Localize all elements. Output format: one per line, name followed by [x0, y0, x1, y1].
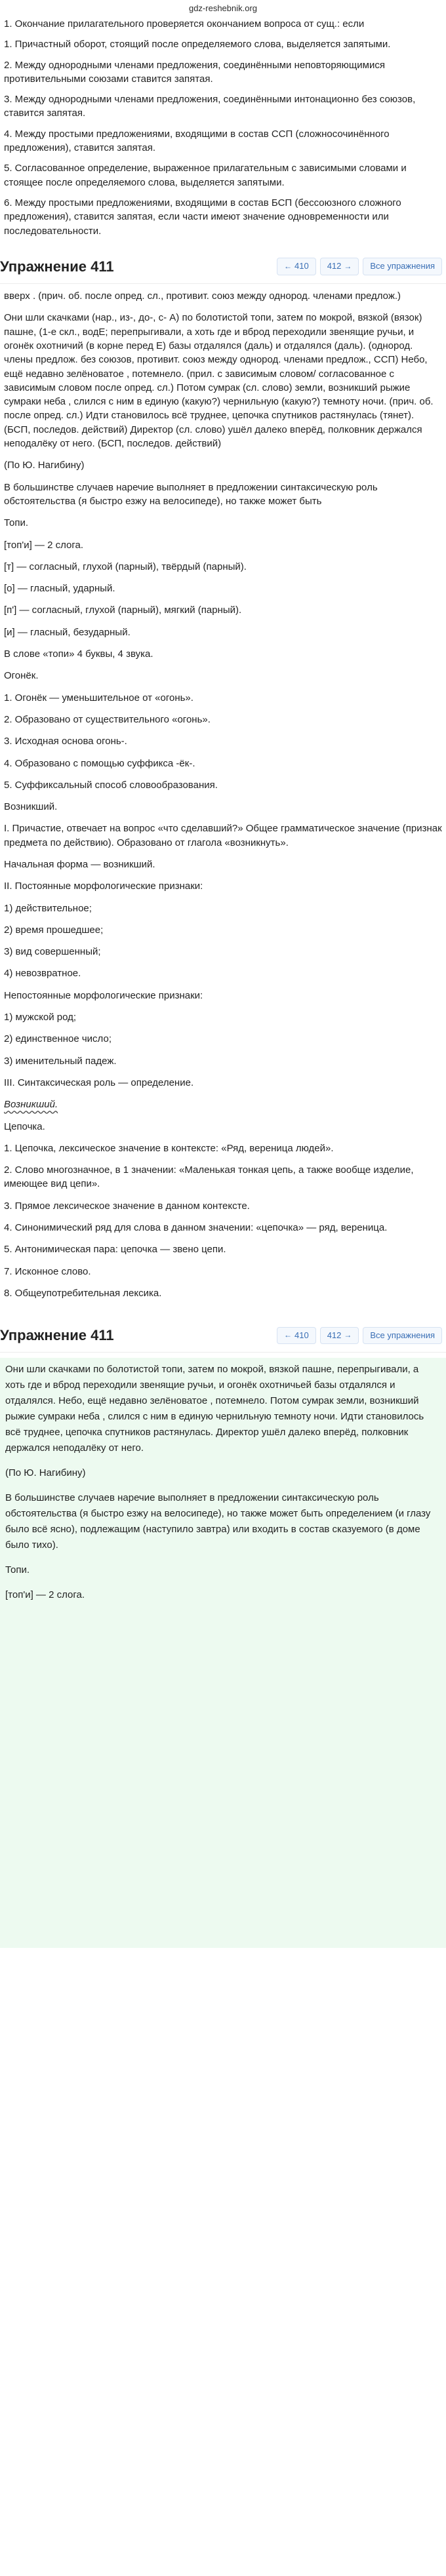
body-c5: 5. Антонимическая пара: цепочка — звено цепи. — [4, 1244, 226, 1256]
body-c2: 2. Слово многозначное, в 1 значении: «Маленькая тонкая цепь, а также вообще изделие, имеющее вид цепи». — [4, 1164, 414, 1190]
body-og3: 3. Исходная основа огонь-. — [4, 736, 127, 747]
body-og1: 1. Огонёк — уменьшительное от «огонь». — [4, 692, 193, 703]
body-v4: 1) действительное; — [4, 902, 92, 914]
exercise-title-2: Упражнение 411 — [0, 1327, 114, 1344]
answer-block — [0, 1358, 446, 1948]
body-ph4: [и] — гласный, безударный. — [4, 626, 131, 638]
rule-6: 6. Между простыми предложениями, входящими в состав БСП (бессоюзного сложного предложения), ставится запятая, если части имеют значение одновременности или последовательности. — [4, 197, 401, 237]
rule-0: 1. Окончание прилагательного проверяется окончанием вопроса от сущ.: если — [4, 18, 365, 30]
rule-4: 4. Между простыми предложениями, входящими в состав ССП (сложносочинённого предложения), ставится запятая. — [4, 128, 390, 154]
next-label: 412 — [327, 261, 342, 271]
body-p3: В большинстве случаев наречие выполняет в предложении синтаксическую роль обстоятельства (я быстро езжу на велосипеде), но также может быть — [4, 481, 378, 507]
site-header — [0, 0, 446, 17]
prev-label: 410 — [294, 261, 309, 271]
next-exercise-button[interactable] — [320, 258, 359, 275]
body-v5: 2) время прошедшее; — [4, 924, 104, 936]
body-v10: 2) единственное число; — [4, 1033, 112, 1045]
rule-1: 1. Причастный оборот, стоящий после определяемого слова, выделяется запятыми. — [4, 39, 391, 50]
exercise-nav — [277, 258, 442, 275]
prev-label-2: 410 — [294, 1330, 309, 1340]
body-ogonek: Огонёк. — [4, 670, 39, 682]
prev-exercise-button-2[interactable] — [277, 1327, 316, 1344]
body-c3: 3. Прямое лексическое значение в данном контексте. — [4, 1200, 250, 1212]
answer-tr: [топ'и] — 2 слога. — [5, 1589, 85, 1601]
exercise-header — [0, 245, 446, 284]
all-exercises-button[interactable]: Все упражнения — [363, 258, 442, 275]
all-exercises-button-2[interactable]: Все упражнения — [363, 1327, 442, 1344]
body-v9: 1) мужской род; — [4, 1012, 77, 1023]
body-og4: 4. Образовано с помощью суффикса -ёк-. — [4, 757, 195, 769]
chevron-right-icon: → — [344, 261, 352, 271]
body-ph2: [о] — гласный, ударный. — [4, 583, 115, 595]
answer-a2: В большинстве случаев наречие выполняет в предложении синтаксическую роль обстоятельства (я быстро езжу на велосипеде), но также может быть определением (и глазу было всё ясно), подлежащим (наступило завтра) или входить в состав сказуемого (в доме было тихо). — [5, 1492, 431, 1551]
site-name[interactable]: gdz-reshebnik.org — [188, 3, 258, 13]
body-v6: 3) вид совершенный; — [4, 946, 101, 958]
answer-word: Топи. — [5, 1564, 30, 1576]
body-v7: 4) невозвратное. — [4, 968, 81, 980]
answer-author: (По Ю. Нагибину) — [5, 1467, 86, 1479]
body-v11: 3) именительный падеж. — [4, 1055, 117, 1067]
chevron-right-icon: → — [344, 1330, 352, 1340]
exercise-header-2 — [0, 1313, 446, 1353]
body-count: В слове «топи» 4 буквы, 4 звука. — [4, 648, 153, 660]
body-v1: I. Причастие, отвечает на вопрос «что сделавший?» Общее грамматическое значение (признак предмета по действию). Образовано от глагола «возникнуть». — [4, 823, 442, 848]
exercise-nav-2 — [277, 1327, 442, 1344]
exercise-title: Упражнение 411 — [0, 258, 114, 275]
body-c1: 1. Цепочка, лексическое значение в контексте: «Ряд, вереница людей». — [4, 1142, 334, 1154]
solution-section — [0, 289, 446, 1300]
body-v3: II. Постоянные морфологические признаки: — [4, 881, 203, 892]
body-ph3: [п'] — согласный, глухой (парный), мягкий (парный). — [4, 604, 242, 616]
chevron-left-icon: ← — [283, 261, 292, 271]
body-c4: 4. Синонимический ряд для слова в данном значении: «цепочка» — ряд, вереница. — [4, 1222, 388, 1234]
body-author: (По Ю. Нагибину) — [4, 460, 85, 471]
next-label-2: 412 — [327, 1330, 342, 1340]
body-p1: вверх . (прич. об. после опред. сл., противит. союз между однород. членами предлож.) — [4, 290, 401, 302]
body-word: Топи. — [4, 517, 29, 529]
body-og5: 5. Суффиксальный способ словообразования. — [4, 779, 218, 791]
body-ph1: [т] — согласный, глухой (парный), твёрдый (парный). — [4, 561, 247, 572]
rules-block — [0, 17, 446, 238]
rule-2: 2. Между однородными членами предложения, соединёнными неповторяющимися противительными союзами ставится запятая. — [4, 59, 385, 85]
body-p2: Они шли скачками (нар., из-, до-, с- А) по болотистой топи, затем по мокрой, вязкой (вязок) пашне, (1-е скл., водЕ; перепрыгивали, а хоть где и вброд переходили звенящие ручьи, и огонёк охотничий (в корне перед Е) базы отдалялся (даль) и отдалялся (даль). (однород. члены предлож. без союзов, противит. союз между однород. членами предлож., ССП) Небо, ещё недавно зелёноватое , потемнело. (прил. с зависимым словом/ согласованное с зависимым словом после опред. сл.) Потом сумрак (сл. слово) земли, возникший рыжие сумраки неба , слился с ним в единую (какую?) чернильную (какую?) темноту ночи. (прич. об. после опред. сл.) Идти становилось всё труднее, цепочка спутников растянулась (тянет). (БСП, последов. действий) Директор (сл. слово) ушёл далеко вперёд, полковник держался неподалёку от него. (БСП, последов. действий) — [4, 312, 434, 450]
rule-3: 3. Между однородными членами предложения, соединёнными интонационно без союзов, ставится запятая. — [4, 94, 416, 119]
body-c7: 8. Общеупотребительная лексика. — [4, 1287, 162, 1299]
body-v2: Начальная форма — возникший. — [4, 859, 155, 870]
body-v8: Непостоянные морфологические признаки: — [4, 989, 203, 1001]
body-c6: 7. Исконное слово. — [4, 1265, 91, 1277]
rule-5: 5. Согласованное определение, выраженное прилагательным с зависимыми словами и стоящее после определяемого слова, выделяется запятыми. — [4, 163, 407, 188]
body-chain: Цепочка. — [4, 1120, 45, 1132]
body-v12: III. Синтаксическая роль — определение. — [4, 1077, 194, 1088]
body-voz: Возникший. — [4, 801, 58, 813]
body-og2: 2. Образовано от существительного «огонь». — [4, 713, 211, 725]
chevron-left-icon: ← — [283, 1330, 292, 1340]
body-transcr: [топ'и] — 2 слога. — [4, 539, 84, 551]
body-voz2: Возникший. — [4, 1099, 58, 1111]
answer-a1: Они шли скачками по болотистой топи, затем по мокрой, вязкой пашне, перепрыгивали, а хоть где и вброд переходили звенящие ручьи, и огонёк охотничьей базы отдалялся и отдалялся. Небо, ещё недавно зелёноватое , потемнело. Потом сумрак земли, возникший рыжие сумраки неба , слился с ним в единую чернильную темноту ночи. Идти становилось всё труднее, цепочка спутников растянулась. Директор ушёл далеко вперёд, полковник держался неподалёку от него. — [5, 1364, 424, 1454]
prev-exercise-button[interactable] — [277, 258, 316, 275]
next-exercise-button-2[interactable] — [320, 1327, 359, 1344]
